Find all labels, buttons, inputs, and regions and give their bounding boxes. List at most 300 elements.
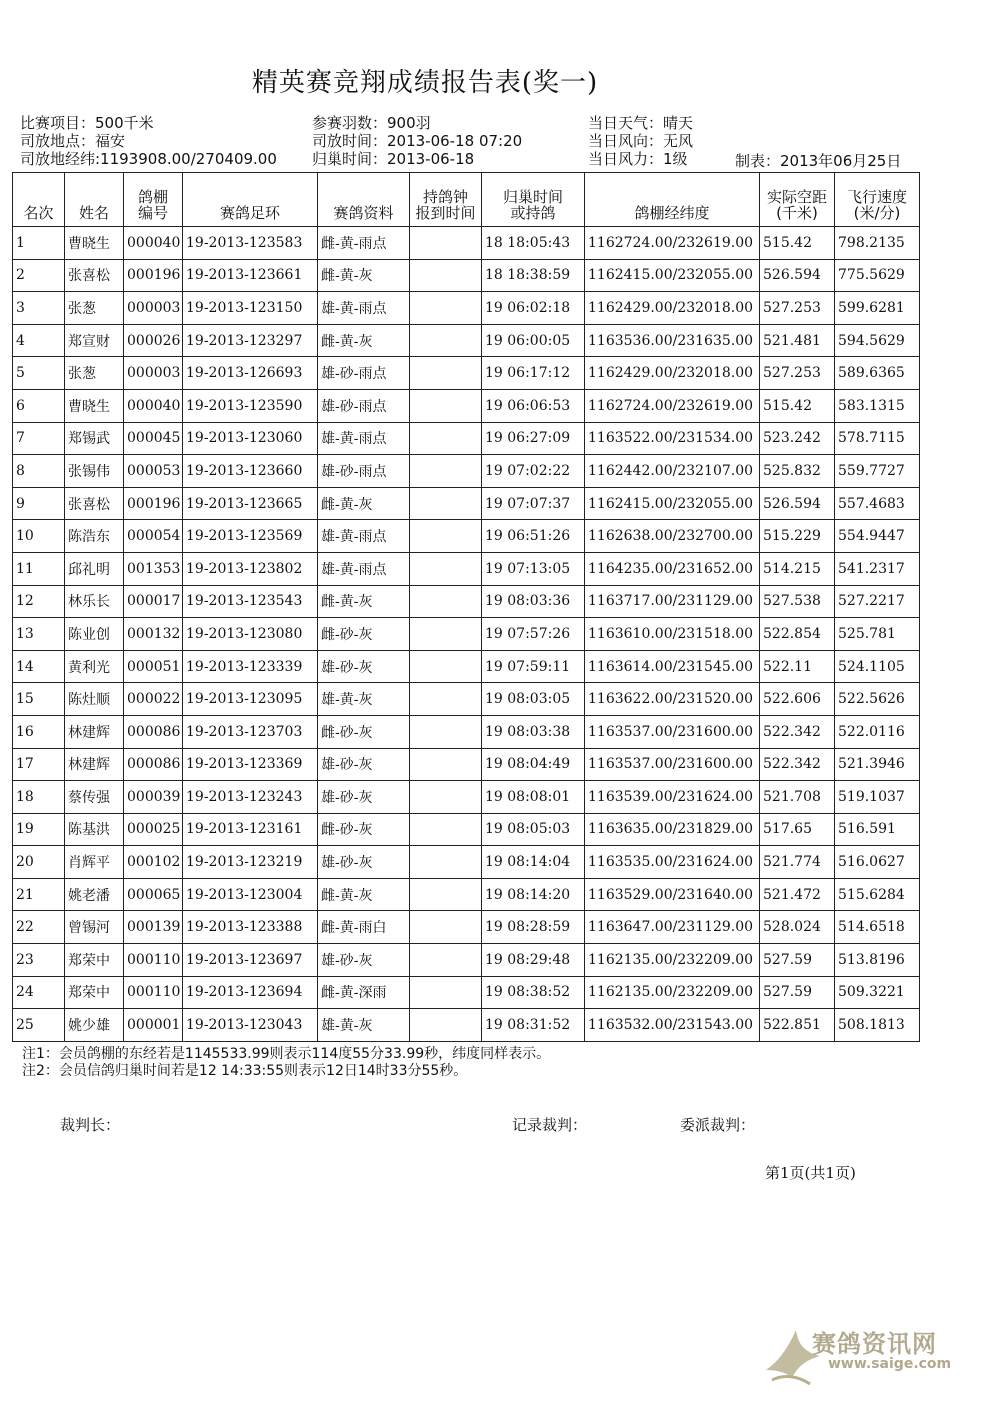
cell-speed: 594.5629 [835, 324, 920, 357]
cell-speed: 522.5626 [835, 683, 920, 716]
wind-direction: 当日风向：无风 [588, 132, 694, 150]
cell-name: 陈灶顺 [65, 683, 124, 716]
cell-rank: 21 [13, 878, 65, 911]
cell-speed: 541.2317 [835, 552, 920, 585]
cell-distance: 521.481 [760, 324, 835, 357]
cell-arrival-time: 19 08:28:59 [482, 911, 585, 944]
page-title: 精英赛竞翔成绩报告表(奖一) [251, 68, 599, 98]
cell-distance: 527.59 [760, 976, 835, 1009]
cell-arrival-time: 19 08:03:36 [482, 585, 585, 618]
cell-ring-number: 19-2013-123095 [183, 683, 318, 716]
cell-ring-number: 19-2013-123339 [183, 650, 318, 683]
cell-distance: 528.024 [760, 911, 835, 944]
table-row [13, 1009, 920, 1042]
cell-speed: 527.2217 [835, 585, 920, 618]
cell-name: 曹晓生 [65, 389, 124, 422]
cell-distance: 526.594 [760, 259, 835, 292]
cell-arrival-time: 19 08:03:05 [482, 683, 585, 716]
cell-clock-time [410, 292, 482, 325]
cell-distance: 527.253 [760, 357, 835, 390]
cell-ring-number: 19-2013-123590 [183, 389, 318, 422]
cell-loft-id: 000040 [124, 227, 183, 260]
header-loft-id: 鸽棚 编号 [124, 173, 183, 227]
cell-bird-info: 雄-砂-雨点 [318, 389, 410, 422]
cell-bird-info: 雌-砂-灰 [318, 813, 410, 846]
cell-clock-time [410, 520, 482, 553]
cell-clock-time [410, 683, 482, 716]
cell-speed: 522.0116 [835, 715, 920, 748]
header-name: 姓名 [65, 173, 124, 227]
cell-bird-info: 雌-黄-雨白 [318, 911, 410, 944]
cell-bird-info: 雄-砂-灰 [318, 846, 410, 879]
cell-loft-id: 000039 [124, 781, 183, 814]
header-ring-number: 赛鸽足环 [183, 173, 318, 227]
header-bird-info: 赛鸽资料 [318, 173, 410, 227]
cell-ring-number: 19-2013-123694 [183, 976, 318, 1009]
cell-loft-id: 000053 [124, 455, 183, 488]
cell-distance: 515.42 [760, 227, 835, 260]
cell-bird-info: 雌-黄-雨点 [318, 227, 410, 260]
cell-loft-coordinates: 1163532.00/231543.00 [585, 1009, 760, 1042]
cell-arrival-time: 19 08:29:48 [482, 944, 585, 977]
cell-clock-time [410, 748, 482, 781]
cell-name: 林建辉 [65, 715, 124, 748]
cell-ring-number: 19-2013-123219 [183, 846, 318, 879]
cell-rank: 2 [13, 259, 65, 292]
cell-loft-coordinates: 1162638.00/232700.00 [585, 520, 760, 553]
cell-speed: 554.9447 [835, 520, 920, 553]
cell-rank: 8 [13, 455, 65, 488]
cell-loft-coordinates: 1163622.00/231520.00 [585, 683, 760, 716]
table-row [13, 878, 920, 911]
cell-loft-coordinates: 1163717.00/231129.00 [585, 585, 760, 618]
watermark [758, 1322, 968, 1392]
header-speed: 飞行速度 (米/分) [835, 173, 920, 227]
cell-loft-id: 000110 [124, 976, 183, 1009]
cell-rank: 3 [13, 292, 65, 325]
cell-clock-time [410, 324, 482, 357]
cell-name: 蔡传强 [65, 781, 124, 814]
cell-ring-number: 19-2013-123080 [183, 618, 318, 651]
cell-loft-id: 000003 [124, 357, 183, 390]
weather: 当日天气：晴天 [588, 114, 694, 132]
cell-loft-id: 000040 [124, 389, 183, 422]
race-item: 比赛项目：500千米 [20, 114, 154, 132]
cell-name: 郑荣中 [65, 976, 124, 1009]
cell-distance: 517.65 [760, 813, 835, 846]
cell-name: 姚少雄 [65, 1009, 124, 1042]
cell-speed: 559.7727 [835, 455, 920, 488]
cell-loft-coordinates: 1163537.00/231600.00 [585, 715, 760, 748]
cell-rank: 5 [13, 357, 65, 390]
return-date: 归巢时间：2013-06-18 [312, 150, 475, 168]
cell-arrival-time: 19 06:27:09 [482, 422, 585, 455]
cell-clock-time [410, 846, 482, 879]
cell-loft-coordinates: 1163535.00/231624.00 [585, 846, 760, 879]
table-body [13, 227, 920, 1042]
watermark-url: www.saige.com [828, 1356, 952, 1372]
cell-distance: 514.215 [760, 552, 835, 585]
cell-distance: 522.342 [760, 715, 835, 748]
table-row [13, 520, 920, 553]
cell-speed: 513.8196 [835, 944, 920, 977]
cell-speed: 516.591 [835, 813, 920, 846]
cell-distance: 527.59 [760, 944, 835, 977]
cell-arrival-time: 19 07:07:37 [482, 487, 585, 520]
cell-distance: 522.851 [760, 1009, 835, 1042]
cell-arrival-time: 19 06:06:53 [482, 389, 585, 422]
cell-arrival-time: 19 08:14:04 [482, 846, 585, 879]
cell-loft-id: 000017 [124, 585, 183, 618]
cell-arrival-time: 19 06:02:18 [482, 292, 585, 325]
cell-clock-time [410, 585, 482, 618]
cell-distance: 515.42 [760, 389, 835, 422]
cell-ring-number: 19-2013-123660 [183, 455, 318, 488]
table-row [13, 259, 920, 292]
cell-distance: 522.11 [760, 650, 835, 683]
table-row [13, 748, 920, 781]
cell-rank: 14 [13, 650, 65, 683]
wind-force: 当日风力：1级 [588, 150, 688, 168]
header-arrival-time: 归巢时间 或持鸽 [482, 173, 585, 227]
cell-loft-coordinates: 1163539.00/231624.00 [585, 781, 760, 814]
table-row [13, 357, 920, 390]
cell-loft-id: 000045 [124, 422, 183, 455]
cell-loft-id: 000051 [124, 650, 183, 683]
table-row [13, 227, 920, 260]
cell-ring-number: 19-2013-123369 [183, 748, 318, 781]
cell-rank: 20 [13, 846, 65, 879]
cell-ring-number: 19-2013-123703 [183, 715, 318, 748]
cell-rank: 16 [13, 715, 65, 748]
cell-rank: 9 [13, 487, 65, 520]
cell-arrival-time: 19 08:31:52 [482, 1009, 585, 1042]
cell-name: 陈浩东 [65, 520, 124, 553]
cell-clock-time [410, 878, 482, 911]
cell-rank: 24 [13, 976, 65, 1009]
cell-clock-time [410, 227, 482, 260]
cell-rank: 18 [13, 781, 65, 814]
cell-ring-number: 19-2013-123583 [183, 227, 318, 260]
cell-bird-info: 雄-黄-雨点 [318, 292, 410, 325]
cell-ring-number: 19-2013-126693 [183, 357, 318, 390]
cell-clock-time [410, 976, 482, 1009]
cell-clock-time [410, 552, 482, 585]
cell-arrival-time: 19 08:03:38 [482, 715, 585, 748]
cell-speed: 509.3221 [835, 976, 920, 1009]
cell-bird-info: 雄-黄-灰 [318, 683, 410, 716]
cell-ring-number: 19-2013-123661 [183, 259, 318, 292]
release-coordinates: 司放地经纬:1193908.00/270409.00 [20, 150, 277, 168]
table-row [13, 389, 920, 422]
cell-arrival-time: 19 06:00:05 [482, 324, 585, 357]
cell-rank: 22 [13, 911, 65, 944]
cell-speed: 515.6284 [835, 878, 920, 911]
results-table [12, 172, 920, 1042]
cell-loft-coordinates: 1162415.00/232055.00 [585, 259, 760, 292]
note-1: 注1：会员鸽棚的东经若是1145533.99则表示114度55分33.99秒，纬度同样表示。 [22, 1046, 551, 1062]
table-row [13, 846, 920, 879]
cell-ring-number: 19-2013-123004 [183, 878, 318, 911]
cell-speed: 516.0627 [835, 846, 920, 879]
cell-loft-id: 000086 [124, 715, 183, 748]
cell-arrival-time: 19 06:17:12 [482, 357, 585, 390]
cell-clock-time [410, 911, 482, 944]
table-row [13, 552, 920, 585]
table-row [13, 324, 920, 357]
cell-loft-coordinates: 1163647.00/231129.00 [585, 911, 760, 944]
cell-loft-id: 000196 [124, 487, 183, 520]
cell-rank: 13 [13, 618, 65, 651]
cell-distance: 523.242 [760, 422, 835, 455]
cell-arrival-time: 19 07:59:11 [482, 650, 585, 683]
cell-name: 肖辉平 [65, 846, 124, 879]
cell-loft-coordinates: 1162429.00/232018.00 [585, 292, 760, 325]
cell-loft-id: 000139 [124, 911, 183, 944]
cell-rank: 23 [13, 944, 65, 977]
table-row [13, 781, 920, 814]
cell-loft-coordinates: 1163522.00/231534.00 [585, 422, 760, 455]
table-row [13, 650, 920, 683]
cell-bird-info: 雌-砂-灰 [318, 618, 410, 651]
cell-loft-coordinates: 1163537.00/231600.00 [585, 748, 760, 781]
cell-bird-info: 雄-砂-灰 [318, 944, 410, 977]
note-2: 注2：会员信鸽归巢时间若是12 14:33:55则表示12日14时33分55秒。 [22, 1063, 468, 1079]
cell-ring-number: 19-2013-123543 [183, 585, 318, 618]
header-clock-time: 持鸽钟 报到时间 [410, 173, 482, 227]
cell-loft-id: 000026 [124, 324, 183, 357]
cell-loft-coordinates: 1162415.00/232055.00 [585, 487, 760, 520]
table-row [13, 976, 920, 1009]
cell-loft-id: 000022 [124, 683, 183, 716]
cell-clock-time [410, 813, 482, 846]
cell-bird-info: 雌-黄-灰 [318, 324, 410, 357]
cell-rank: 6 [13, 389, 65, 422]
cell-ring-number: 19-2013-123665 [183, 487, 318, 520]
cell-loft-coordinates: 1163635.00/231829.00 [585, 813, 760, 846]
cell-bird-info: 雌-砂-灰 [318, 715, 410, 748]
cell-name: 张葱 [65, 357, 124, 390]
cell-bird-info: 雄-黄-雨点 [318, 422, 410, 455]
table-row [13, 422, 920, 455]
cell-arrival-time: 19 08:04:49 [482, 748, 585, 781]
entry-count: 参赛羽数：900羽 [312, 114, 431, 132]
cell-loft-id: 000102 [124, 846, 183, 879]
cell-bird-info: 雌-黄-深雨 [318, 976, 410, 1009]
cell-distance: 526.594 [760, 487, 835, 520]
cell-arrival-time: 19 08:14:20 [482, 878, 585, 911]
cell-loft-coordinates: 1163536.00/231635.00 [585, 324, 760, 357]
cell-distance: 515.229 [760, 520, 835, 553]
cell-loft-id: 000110 [124, 944, 183, 977]
cell-rank: 15 [13, 683, 65, 716]
table-header-row [13, 173, 920, 227]
cell-distance: 522.854 [760, 618, 835, 651]
cell-clock-time [410, 487, 482, 520]
cell-name: 曹晓生 [65, 227, 124, 260]
table-row [13, 292, 920, 325]
cell-bird-info: 雌-黄-灰 [318, 878, 410, 911]
cell-clock-time [410, 618, 482, 651]
table-row [13, 944, 920, 977]
cell-rank: 17 [13, 748, 65, 781]
page-number: 第1页(共1页) [765, 1164, 856, 1182]
cell-arrival-time: 19 07:13:05 [482, 552, 585, 585]
table-row [13, 455, 920, 488]
cell-distance: 521.774 [760, 846, 835, 879]
cell-name: 张喜松 [65, 487, 124, 520]
cell-loft-id: 000001 [124, 1009, 183, 1042]
cell-clock-time [410, 357, 482, 390]
header-loft-coordinates: 鸽棚经纬度 [585, 173, 760, 227]
chief-referee-label: 裁判长： [60, 1116, 121, 1134]
cell-loft-id: 000132 [124, 618, 183, 651]
cell-loft-coordinates: 1162442.00/232107.00 [585, 455, 760, 488]
cell-distance: 527.538 [760, 585, 835, 618]
cell-loft-id: 000065 [124, 878, 183, 911]
cell-speed: 525.781 [835, 618, 920, 651]
cell-arrival-time: 18 18:05:43 [482, 227, 585, 260]
table-row [13, 683, 920, 716]
cell-ring-number: 19-2013-123802 [183, 552, 318, 585]
cell-name: 郑荣中 [65, 944, 124, 977]
cell-name: 曾锡河 [65, 911, 124, 944]
cell-arrival-time: 19 07:02:22 [482, 455, 585, 488]
table-row [13, 487, 920, 520]
race-info-column-2 [312, 114, 522, 168]
cell-loft-coordinates: 1163529.00/231640.00 [585, 878, 760, 911]
report-date: 制表：2013年06月25日 [735, 152, 902, 170]
cell-loft-id: 000003 [124, 292, 183, 325]
cell-loft-coordinates: 1163610.00/231518.00 [585, 618, 760, 651]
cell-loft-coordinates: 1162135.00/232209.00 [585, 944, 760, 977]
cell-loft-id: 000086 [124, 748, 183, 781]
cell-name: 张锡伟 [65, 455, 124, 488]
cell-bird-info: 雄-砂-灰 [318, 748, 410, 781]
cell-ring-number: 19-2013-123060 [183, 422, 318, 455]
record-referee-label: 记录裁判： [512, 1116, 588, 1134]
cell-speed: 775.5629 [835, 259, 920, 292]
cell-clock-time [410, 389, 482, 422]
cell-distance: 521.472 [760, 878, 835, 911]
cell-clock-time [410, 259, 482, 292]
cell-speed: 798.2135 [835, 227, 920, 260]
cell-rank: 4 [13, 324, 65, 357]
cell-clock-time [410, 1009, 482, 1042]
cell-rank: 25 [13, 1009, 65, 1042]
cell-bird-info: 雌-黄-灰 [318, 259, 410, 292]
cell-loft-id: 000025 [124, 813, 183, 846]
race-info-column-3 [588, 114, 693, 168]
cell-name: 郑宣财 [65, 324, 124, 357]
watermark-text: 赛鸽资讯网 [812, 1330, 937, 1358]
cell-ring-number: 19-2013-123388 [183, 911, 318, 944]
cell-loft-coordinates: 1162429.00/232018.00 [585, 357, 760, 390]
table-row [13, 813, 920, 846]
cell-bird-info: 雄-黄-灰 [318, 1009, 410, 1042]
table-row [13, 715, 920, 748]
cell-loft-id: 001353 [124, 552, 183, 585]
cell-loft-coordinates: 1164235.00/231652.00 [585, 552, 760, 585]
cell-bird-info: 雌-黄-灰 [318, 585, 410, 618]
cell-speed: 508.1813 [835, 1009, 920, 1042]
table-row [13, 618, 920, 651]
cell-ring-number: 19-2013-123043 [183, 1009, 318, 1042]
cell-speed: 521.3946 [835, 748, 920, 781]
header-distance: 实际空距 (千米) [760, 173, 835, 227]
cell-bird-info: 雄-砂-灰 [318, 650, 410, 683]
cell-clock-time [410, 715, 482, 748]
cell-bird-info: 雄-砂-雨点 [318, 357, 410, 390]
cell-arrival-time: 19 08:05:03 [482, 813, 585, 846]
cell-arrival-time: 19 08:38:52 [482, 976, 585, 1009]
cell-speed: 578.7115 [835, 422, 920, 455]
release-time: 司放时间：2013-06-18 07:20 [312, 132, 523, 150]
cell-loft-coordinates: 1162724.00/232619.00 [585, 389, 760, 422]
race-info-column-1 [20, 114, 277, 168]
cell-distance: 525.832 [760, 455, 835, 488]
notes [22, 1046, 550, 1080]
header-rank: 名次 [13, 173, 65, 227]
cell-name: 姚老潘 [65, 878, 124, 911]
cell-speed: 557.4683 [835, 487, 920, 520]
cell-name: 林乐长 [65, 585, 124, 618]
cell-distance: 522.342 [760, 748, 835, 781]
cell-bird-info: 雄-砂-雨点 [318, 455, 410, 488]
cell-clock-time [410, 781, 482, 814]
cell-rank: 10 [13, 520, 65, 553]
cell-loft-coordinates: 1162135.00/232209.00 [585, 976, 760, 1009]
table-row [13, 911, 920, 944]
cell-loft-coordinates: 1163614.00/231545.00 [585, 650, 760, 683]
cell-rank: 1 [13, 227, 65, 260]
cell-ring-number: 19-2013-123697 [183, 944, 318, 977]
cell-clock-time [410, 944, 482, 977]
cell-name: 张喜松 [65, 259, 124, 292]
cell-ring-number: 19-2013-123243 [183, 781, 318, 814]
cell-ring-number: 19-2013-123161 [183, 813, 318, 846]
cell-name: 陈基洪 [65, 813, 124, 846]
cell-speed: 519.1037 [835, 781, 920, 814]
cell-loft-coordinates: 1162724.00/232619.00 [585, 227, 760, 260]
cell-name: 郑锡武 [65, 422, 124, 455]
delegate-referee-label: 委派裁判： [680, 1116, 756, 1134]
cell-distance: 521.708 [760, 781, 835, 814]
cell-clock-time [410, 650, 482, 683]
cell-name: 林建辉 [65, 748, 124, 781]
release-location: 司放地点：福安 [20, 132, 126, 150]
cell-name: 陈业创 [65, 618, 124, 651]
cell-arrival-time: 18 18:38:59 [482, 259, 585, 292]
cell-rank: 11 [13, 552, 65, 585]
cell-name: 邱礼明 [65, 552, 124, 585]
cell-speed: 514.6518 [835, 911, 920, 944]
cell-bird-info: 雄-黄-雨点 [318, 520, 410, 553]
cell-arrival-time: 19 06:51:26 [482, 520, 585, 553]
table-row [13, 585, 920, 618]
cell-rank: 7 [13, 422, 65, 455]
cell-speed: 583.1315 [835, 389, 920, 422]
cell-ring-number: 19-2013-123150 [183, 292, 318, 325]
cell-speed: 524.1105 [835, 650, 920, 683]
cell-name: 黄利光 [65, 650, 124, 683]
cell-clock-time [410, 422, 482, 455]
cell-name: 张葱 [65, 292, 124, 325]
cell-speed: 589.6365 [835, 357, 920, 390]
cell-distance: 527.253 [760, 292, 835, 325]
cell-loft-id: 000054 [124, 520, 183, 553]
cell-speed: 599.6281 [835, 292, 920, 325]
